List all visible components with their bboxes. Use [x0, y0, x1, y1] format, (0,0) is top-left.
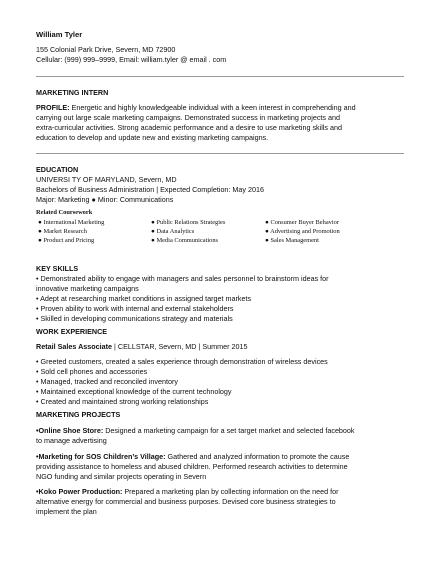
course-item: ● Sales Management: [265, 237, 319, 244]
profile-label: PROFILE:: [36, 103, 70, 112]
projects-heading: MARKETING PROJECTS: [36, 410, 121, 419]
address-line: 155 Colonial Park Drive, Severn, MD 72900: [36, 45, 176, 54]
coursework-column-2: [151, 218, 225, 245]
job-employer-dates: | CELLSTAR, Severn, MD | Summer 2015: [112, 342, 248, 351]
project-3-text-1: Prepared a marketing plan by collecting information on the need for: [122, 487, 339, 496]
coursework-label: Related Coursework: [36, 209, 93, 216]
school-line: UNIVERSI TY OF MARYLAND, Severn, MD: [36, 175, 177, 184]
profile-line-2: carrying out large scale marketing campaigns. Demonstrated success in marketing projects and: [36, 113, 341, 122]
skills-heading: KEY SKILLS: [36, 264, 79, 273]
job-line: [36, 342, 247, 352]
duty-item-2: • Sold cell phones and accessories: [36, 367, 148, 376]
skill-item-4: • Skilled in developing communications strategy and materials: [36, 314, 233, 323]
profile-text-1: Energetic and highly knowledgeable individual with a keen interest in comprehending and: [69, 103, 356, 112]
education-heading: EDUCATION: [36, 165, 79, 174]
project-2-title: •Marketing for SOS Children’s Village:: [36, 452, 166, 461]
project-2-text-1: Gathered and analyzed information to promote the cause: [165, 452, 350, 461]
skill-item-3: • Proven ability to work with internal and external stakeholders: [36, 304, 234, 313]
course-item: ● Media Communications: [151, 237, 219, 244]
duty-item-3: • Managed, tracked and reconciled inventory: [36, 377, 178, 386]
profile-line-4: education to develop and update new and existing marketing campaigns.: [36, 133, 269, 142]
project-1-line-1: [36, 426, 355, 436]
job-title-heading: MARKETING INTERN: [36, 88, 109, 97]
project-2-line-1: [36, 452, 349, 462]
project-3-line-1: [36, 487, 339, 497]
job-title: Retail Sales Associate: [36, 342, 113, 351]
course-item: ● International Marketing: [38, 219, 105, 226]
project-3-title: •Koko Power Production:: [36, 487, 123, 496]
course-item: ● Product and Pricing: [38, 237, 95, 244]
course-item: ● Advertising and Promotion: [265, 228, 340, 235]
project-1-title: •Online Shoe Store:: [36, 426, 104, 435]
candidate-name: William Tyler: [36, 30, 83, 39]
course-item: ● Consumer Buyer Behavior: [265, 219, 339, 226]
project-1-text-1: Designed a marketing campaign for a set target market and selected facebook: [103, 426, 355, 435]
objective-divider: [36, 153, 404, 154]
course-item: ● Public Relations Strategies: [151, 219, 226, 226]
duty-item-4: • Maintained exceptional knowledge of the current technology: [36, 387, 232, 396]
project-3-line-2: alternative energy for commercial and business purposes. Devised core business strategies to: [36, 497, 336, 506]
skill-item-1-cont: innovative marketing campaigns: [36, 284, 139, 293]
project-2-line-2: providing assistance to homeless and abused children. Performed research activities to determine: [36, 462, 348, 471]
project-1-line-2: to manage advertising: [36, 436, 107, 445]
skill-item-2: • Adept at researching market conditions in assigned target markets: [36, 294, 252, 303]
degree-line: Bachelors of Business Administration | Expected Completion: May 2016: [36, 185, 264, 194]
header-divider: [36, 76, 404, 77]
project-3-line-3: implement the plan: [36, 507, 97, 516]
course-item: ● Market Research: [38, 228, 87, 235]
duty-item-5: • Created and maintained strong working relationships: [36, 397, 209, 406]
project-2-line-3: NGO funding and similar projects operating in Severn: [36, 472, 207, 481]
major-minor-line: Major: Marketing ● Minor: Communications: [36, 195, 174, 204]
profile-line-3: extra-curricular activities. Strong academic performance and a desire to use marketing skills and: [36, 123, 343, 132]
coursework-column-1: [38, 218, 104, 245]
profile-line-1: [36, 103, 356, 113]
skill-item-1: • Demonstrated ability to engage with managers and sales personnel to brainstorm ideas for: [36, 274, 329, 283]
contact-line: Cellular: (999) 999–9999, Email: william.tyler @ email . com: [36, 55, 227, 64]
experience-heading: WORK EXPERIENCE: [36, 327, 108, 336]
duty-item-1: • Greeted customers, created a sales experience through demonstration of wireless devices: [36, 357, 328, 366]
course-item: ● Data Analytics: [151, 228, 195, 235]
coursework-column-3: [265, 218, 340, 245]
